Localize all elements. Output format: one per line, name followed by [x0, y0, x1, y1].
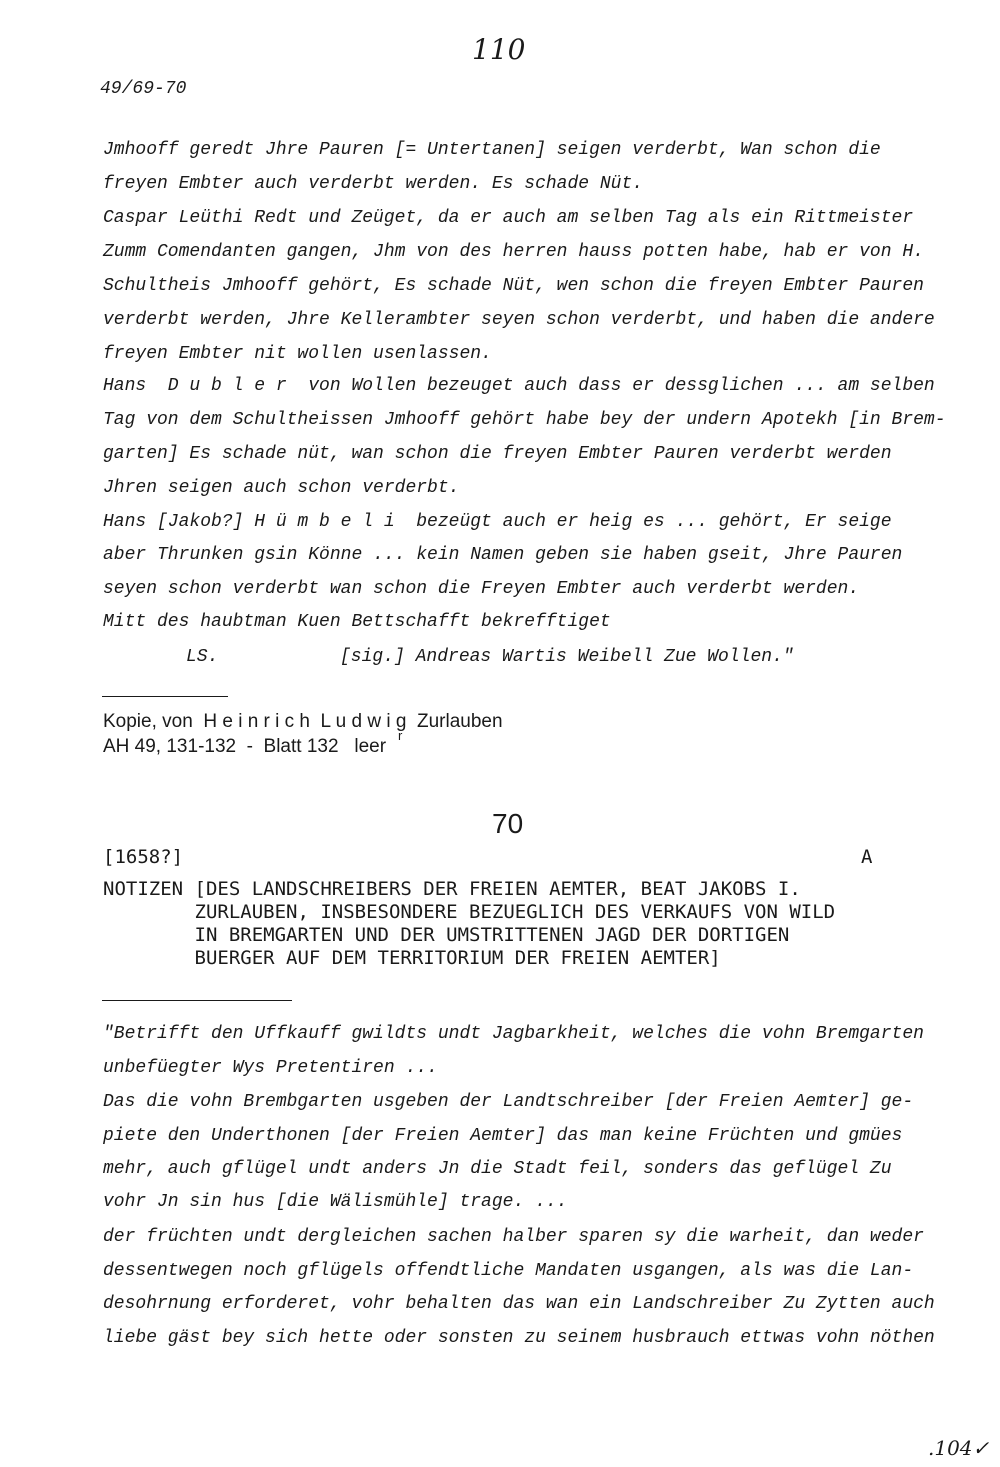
body-line: desohrnung erforderet, vohr behalten das wan ein Landschreiber Zu Zytten auch — [103, 1294, 935, 1314]
title-line: ZURLAUBEN, INSBESONDERE BEZUEGLICH DES VERKAUFS VON WILD — [103, 901, 836, 923]
body-line: Jhren seigen auch schon verderbt. — [103, 478, 460, 498]
separator-rule — [102, 1000, 292, 1001]
body-line: Das die vohn Brembgarten usgeben der Landtschreiber [der Freien Aemter] ge- — [103, 1092, 914, 1112]
body-line: Caspar Leüthi Redt und Zeüget, da er auch am selben Tag als ein Rittmeister — [103, 208, 914, 228]
signature-line: [sig.] Andreas Wartis Weibell Zue Wollen." — [340, 647, 794, 667]
separator-rule — [102, 696, 228, 697]
body-line: seyen schon verderbt wan schon die Freyen Embter auch verderbt werden. — [103, 579, 860, 599]
body-line: verderbt werden, Jhre Kellerambter seyen schon verderbt, und haben die andere — [103, 310, 935, 330]
document-reference: 49/69-70 — [100, 79, 187, 99]
body-line: "Betrifft den Uffkauff gwildts undt Jagbarkheit, welches die vohn Bremgarten — [103, 1024, 924, 1044]
signature-ls: LS. — [186, 647, 219, 667]
body-line: Hans [Jakob?] H ü m b e l i bezeügt auch er heig es ... gehört, Er seige — [103, 512, 892, 532]
body-line: der früchten undt dergleichen sachen halber sparen sy die warheit, dan weder — [103, 1227, 924, 1247]
handwritten-stamp: .104✓ — [928, 1436, 990, 1460]
document-marker: A — [861, 846, 873, 868]
title-line: NOTIZEN [DES LANDSCHREIBERS DER FREIEN AEMTER, BEAT JAKOBS I. — [103, 878, 801, 900]
title-line: IN BREMGARTEN UND DER UMSTRITTENEN JAGD DER DORTIGEN — [103, 924, 790, 946]
document-number: 70 — [492, 808, 524, 839]
title-line: BUERGER AUF DEM TERRITORIUM DER FREIEN AEMTER] — [103, 947, 721, 969]
source-note-line: AH 49, 131-132 - Blatt 132 leer — [103, 736, 387, 757]
body-line: piete den Underthonen [der Freien Aemter] das man keine Früchten und gmües — [103, 1126, 903, 1146]
body-line: freyen Embter auch verderbt werden. Es schade Nüt. — [103, 174, 644, 194]
body-line: aber Thrunken gsin Könne ... kein Namen geben sie haben gseit, Jhre Pauren — [103, 545, 903, 565]
body-line: unbefüegter Wys Pretentiren ... — [103, 1058, 438, 1078]
body-line: freyen Embter nit wollen usenlassen. — [103, 344, 492, 364]
body-line: mehr, auch gflügel undt anders Jn die Stadt feil, sonders das geflügel Zu — [103, 1159, 892, 1179]
body-line: liebe gäst bey sich hette oder sonsten zu seinem husbrauch ettwas vohn nöthen — [103, 1328, 935, 1348]
body-line: Mitt des haubtman Kuen Bettschafft bekrefftiget — [103, 612, 611, 632]
body-line: vohr Jn sin hus [die Wälismühle] trage. ... — [103, 1192, 568, 1212]
body-line: Schultheis Jmhooff gehört, Es schade Nüt, wen schon die freyen Embter Pauren — [103, 276, 924, 296]
document-date: [1658?] — [103, 846, 184, 868]
source-note-line: Kopie, von H e i n r i c h L u d w i g Zurlauben — [103, 711, 503, 732]
body-line: Hans D u b l e r von Wollen bezeuget auch dass er dessglichen ... am selben — [103, 376, 935, 396]
body-line: dessentwegen noch gflügels offendtliche Mandaten usgangen, als was die Lan- — [103, 1261, 914, 1281]
body-line: Zumm Comendanten gangen, Jhm von des herren hauss potten habe, hab er von H. — [103, 242, 924, 262]
handwritten-folio-number: 110 — [472, 33, 526, 66]
superscript-recto: r — [398, 728, 403, 743]
body-line: garten] Es schade nüt, wan schon die freyen Embter Pauren verderbt werden — [103, 444, 892, 464]
body-line: Tag von dem Schultheissen Jmhooff gehört habe bey der undern Apotekh [in Brem- — [103, 410, 946, 430]
body-line: Jmhooff geredt Jhre Pauren [= Untertanen] seigen verderbt, Wan schon die — [103, 140, 881, 160]
